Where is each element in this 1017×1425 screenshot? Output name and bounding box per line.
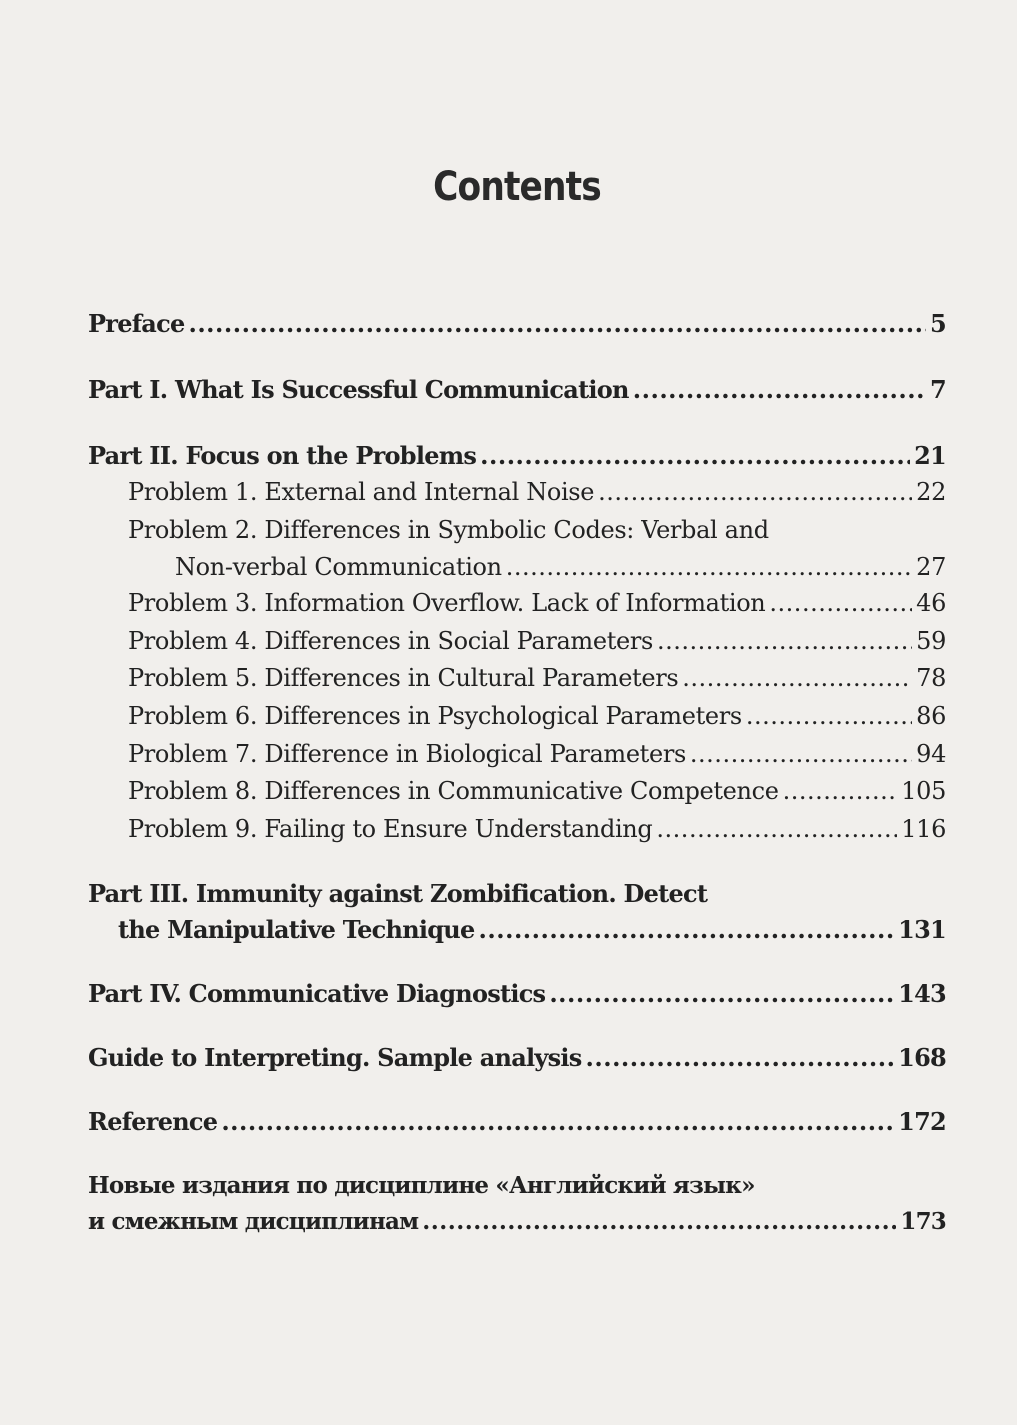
toc-label: Problem 8. Differences in Communicative Competence <box>128 777 779 806</box>
toc-label: и смежным дисциплинам <box>88 1208 419 1236</box>
toc-label: Reference <box>88 1107 218 1137</box>
toc-label: Problem 6. Differences in Psychological Parameters <box>128 701 742 730</box>
toc-page-number: 116 <box>901 814 946 843</box>
toc-entry-problem-6[interactable] <box>88 698 946 736</box>
dot-leader <box>657 623 912 661</box>
dot-leader <box>188 306 926 342</box>
toc-label: Preface <box>88 309 185 338</box>
toc-entry-reference[interactable] <box>88 1104 946 1140</box>
toc-entry-part-3[interactable] <box>88 912 946 948</box>
toc-page-number: 21 <box>914 441 946 470</box>
toc-page-number: 78 <box>916 664 946 693</box>
dot-leader <box>479 912 895 948</box>
toc-page-number: 86 <box>916 701 946 730</box>
toc-page-number: 7 <box>930 375 946 404</box>
toc-page-number: 27 <box>916 553 946 582</box>
dot-leader <box>682 660 912 698</box>
toc-entry-problem-2[interactable] <box>88 549 946 585</box>
toc-page-number: 5 <box>930 309 946 338</box>
toc-entry-part-1[interactable] <box>88 372 946 408</box>
toc-entry-problem-7[interactable] <box>88 736 946 774</box>
dot-leader <box>690 736 912 774</box>
dot-leader <box>480 438 910 474</box>
dot-leader <box>586 1040 895 1076</box>
toc-entry-part-2[interactable] <box>88 438 946 474</box>
toc-entry-new-editions-line-1[interactable]: Новые издания по дисциплине «Английский язык» <box>88 1172 755 1200</box>
toc-entry-problem-1[interactable] <box>88 474 946 512</box>
toc-page-number: 131 <box>898 915 946 945</box>
toc-page-number: 94 <box>916 739 946 768</box>
toc-entry-guide[interactable] <box>88 1040 946 1076</box>
toc-entry-part-4[interactable] <box>88 976 946 1012</box>
toc-label: Part IV. Communicative Diagnostics <box>88 979 546 1009</box>
page-title: Contents <box>433 164 601 210</box>
table-of-contents <box>88 306 946 1240</box>
dot-leader <box>783 773 898 811</box>
toc-entry-problem-3[interactable] <box>88 585 946 623</box>
toc-label: Problem 9. Failing to Ensure Understanding <box>128 814 653 843</box>
toc-label: Problem 7. Difference in Biological Parameters <box>128 739 686 768</box>
toc-page-number: 22 <box>916 478 946 506</box>
dot-leader <box>656 811 897 849</box>
dot-leader <box>221 1104 894 1140</box>
toc-entry-problem-9[interactable] <box>88 811 946 849</box>
dot-leader <box>506 549 912 585</box>
toc-label: Part I. What Is Successful Communication <box>88 375 629 404</box>
toc-label: the Manipulative Technique <box>118 915 475 945</box>
toc-page-number: 46 <box>916 589 946 618</box>
toc-label: Non-verbal Communication <box>175 553 502 582</box>
toc-entry-problem-4[interactable] <box>88 623 946 661</box>
toc-label: Problem 3. Information Overflow. Lack of Information <box>128 589 766 618</box>
toc-label: Part II. Focus on the Problems <box>88 441 477 470</box>
toc-entry-new-editions[interactable] <box>88 1204 946 1240</box>
toc-entry-problem-2-line-1[interactable]: Problem 2. Differences in Symbolic Codes: Verbal and <box>128 515 769 544</box>
toc-entry-preface[interactable] <box>88 306 946 342</box>
toc-page-number: 105 <box>901 777 946 806</box>
toc-label: Problem 5. Differences in Cultural Parameters <box>128 664 679 693</box>
toc-label: Problem 4. Differences in Social Parameters <box>128 626 653 655</box>
toc-page-number: 172 <box>898 1107 946 1137</box>
dot-leader <box>549 976 894 1012</box>
toc-page-number: 173 <box>900 1208 946 1236</box>
dot-leader <box>422 1204 896 1240</box>
toc-page-number: 143 <box>898 979 946 1009</box>
dot-leader <box>633 372 926 408</box>
toc-page-number: 168 <box>898 1043 946 1073</box>
toc-entry-part-3-line-1[interactable]: Part III. Immunity against Zombification. Detect <box>88 879 708 909</box>
toc-label: Guide to Interpreting. Sample analysis <box>88 1043 582 1073</box>
dot-leader <box>769 585 912 623</box>
dot-leader <box>598 474 912 512</box>
toc-entry-problem-8[interactable] <box>88 773 946 811</box>
dot-leader <box>746 698 912 736</box>
toc-page-number: 59 <box>916 626 946 655</box>
toc-label: Problem 1. External and Internal Noise <box>128 478 595 506</box>
toc-entry-problem-5[interactable] <box>88 660 946 698</box>
